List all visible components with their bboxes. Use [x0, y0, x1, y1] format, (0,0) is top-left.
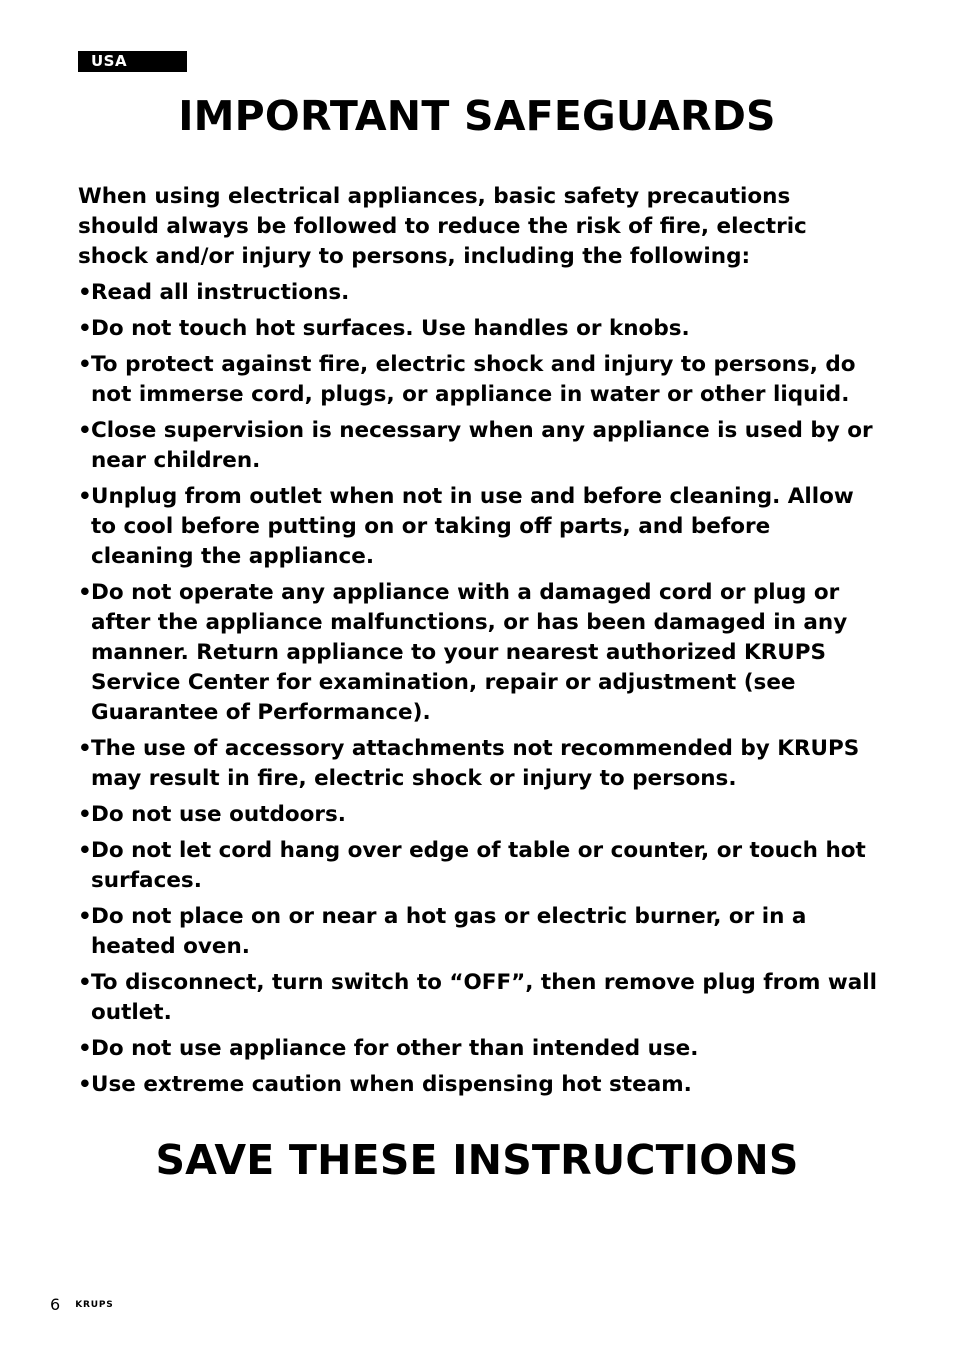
safeguard-item: [78, 734, 878, 794]
intro-paragraph: When using electrical appliances, basic safety precautions should always be followed to reduce the risk of fire, electric shock and/or injury to persons, including the following:: [78, 184, 807, 269]
safeguard-text: Use extreme caution when dispensing hot steam.: [91, 1072, 692, 1097]
safeguard-item: [78, 800, 878, 830]
bullet-marker: •: [78, 802, 92, 827]
bullet-marker: •: [78, 418, 92, 443]
safeguard-text: Do not touch hot surfaces. Use handles or knobs.: [91, 316, 690, 341]
bullet-marker: •: [78, 1036, 92, 1061]
bullet-marker: •: [78, 736, 92, 761]
safeguard-item: [78, 278, 878, 308]
safeguard-text: Do not operate any appliance with a damaged cord or plug or after the appliance malfunctions, or has been damaged in any manner. Return appliance to your nearest authorized KRUPS Service Center for examination, repair or adjustment (see Guarantee of Performance).: [91, 580, 848, 725]
page-title: IMPORTANT SAFEGUARDS: [178, 92, 776, 140]
safeguard-text: Read all instructions.: [91, 280, 350, 305]
safeguard-text: Close supervision is necessary when any appliance is used by or near children.: [91, 418, 873, 473]
region-tag: USA: [78, 51, 187, 72]
safeguard-item: [78, 968, 878, 1028]
safeguard-text: Do not let cord hang over edge of table or counter, or touch hot surfaces.: [91, 838, 866, 893]
bullet-marker: •: [78, 580, 92, 605]
safeguard-item: [78, 902, 878, 962]
bullet-marker: •: [78, 280, 92, 305]
page-footer: [50, 1294, 114, 1314]
safeguard-item: [78, 1034, 878, 1064]
safeguard-text: Do not use outdoors.: [91, 802, 346, 827]
safeguard-item: [78, 416, 878, 476]
safeguard-item: [78, 836, 878, 896]
safeguard-text: To protect against fire, electric shock and injury to persons, do not immerse cord, plugs, or appliance in water or other liquid.: [91, 352, 856, 407]
bullet-marker: •: [78, 838, 92, 863]
closing-title: SAVE THESE INSTRUCTIONS: [155, 1136, 799, 1184]
bullet-marker: •: [78, 970, 92, 995]
page-number: 6: [50, 1295, 61, 1314]
bullet-marker: •: [78, 352, 92, 377]
brand-name: KRUPS: [75, 1299, 114, 1310]
bullet-marker: •: [78, 484, 92, 509]
bullet-marker: •: [78, 904, 92, 929]
safeguard-text: Unplug from outlet when not in use and before cleaning. Allow to cool before putting on or taking off parts, and before cleaning the appliance.: [91, 484, 854, 569]
bullet-marker: •: [78, 316, 92, 341]
safeguard-item: [78, 482, 878, 572]
safeguard-text: Do not use appliance for other than intended use.: [91, 1036, 699, 1061]
safeguard-text: Do not place on or near a hot gas or electric burner, or in a heated oven.: [91, 904, 807, 959]
safeguard-list: [78, 278, 878, 1106]
safeguard-text: The use of accessory attachments not recommended by KRUPS may result in fire, electric shock or injury to persons.: [91, 736, 860, 791]
safeguard-item: [78, 578, 878, 728]
bullet-marker: •: [78, 1072, 92, 1097]
safeguard-item: [78, 314, 878, 344]
safeguard-item: [78, 350, 878, 410]
safeguard-text: To disconnect, turn switch to “OFF”, then remove plug from wall outlet.: [91, 970, 877, 1025]
safeguard-item: [78, 1070, 878, 1100]
